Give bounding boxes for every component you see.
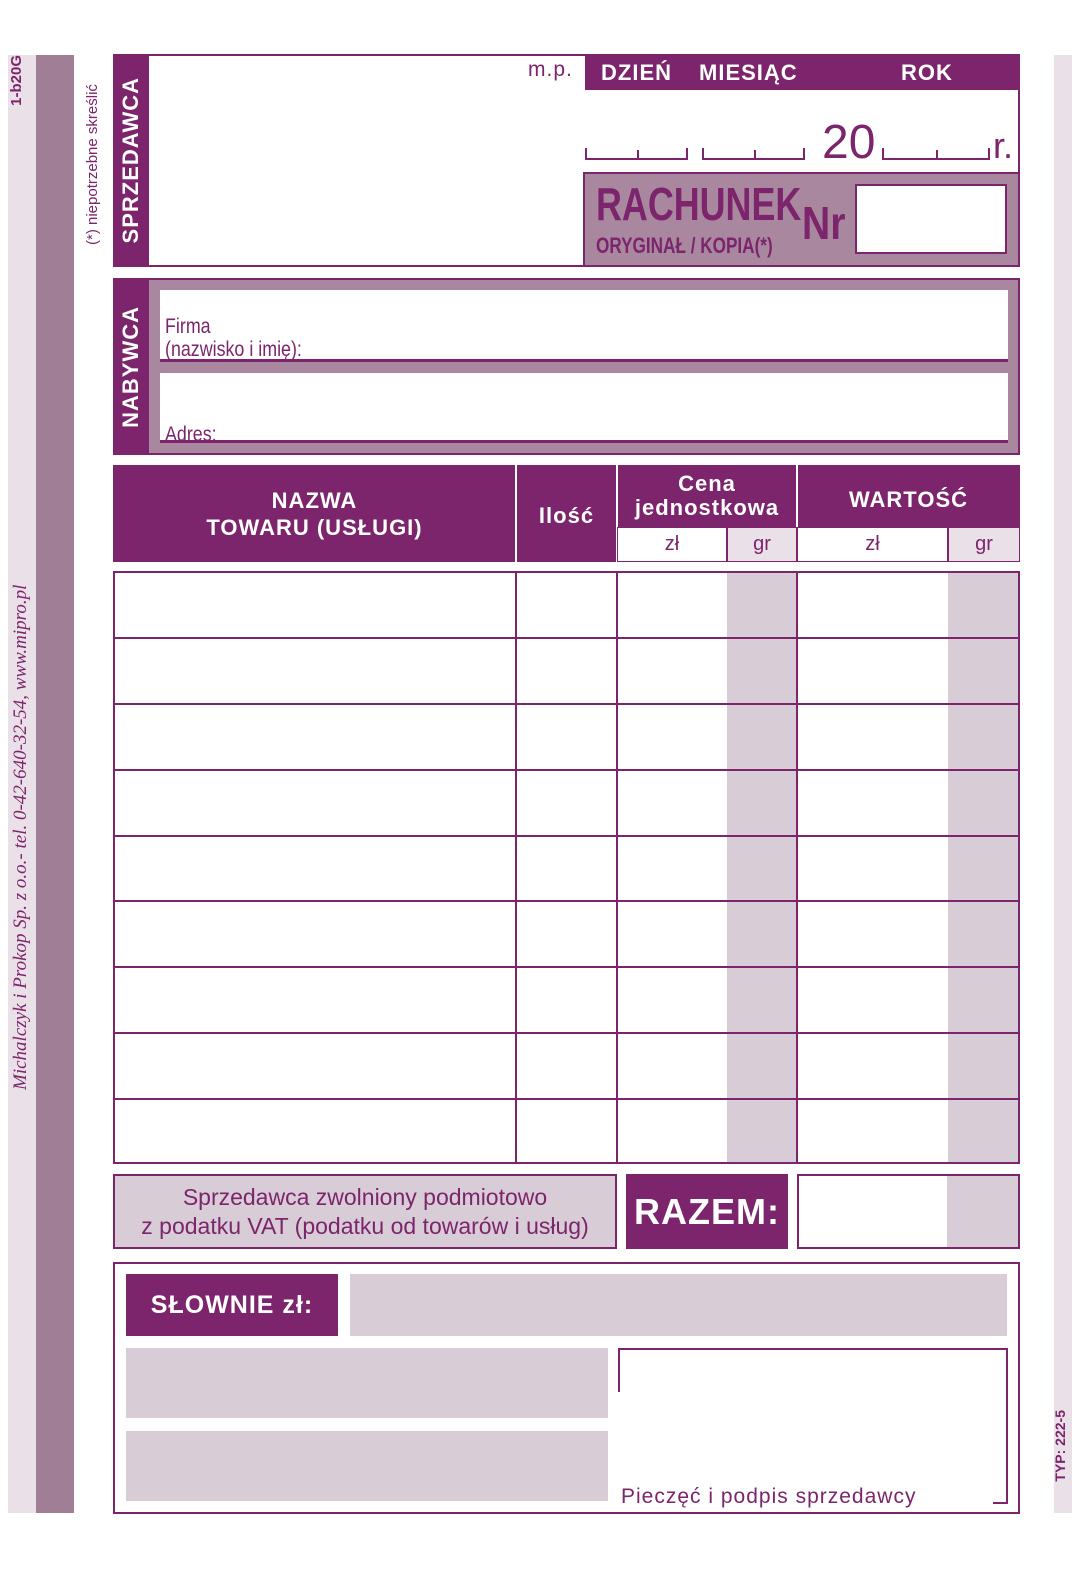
table-row[interactable] bbox=[115, 902, 515, 964]
table-row[interactable] bbox=[115, 639, 515, 701]
price-gr-subheader: gr bbox=[727, 527, 797, 562]
table-row[interactable] bbox=[115, 837, 515, 899]
vat-exempt-note bbox=[113, 1174, 617, 1249]
day-label: DZIEŃ bbox=[601, 60, 672, 85]
table-row[interactable] bbox=[115, 1034, 515, 1096]
table-row[interactable] bbox=[115, 771, 515, 833]
day-ticks bbox=[585, 148, 688, 160]
stamp-place-label: m.p. bbox=[528, 58, 573, 81]
value-gr-subheader: gr bbox=[948, 527, 1020, 562]
value-zl-subheader: zł bbox=[797, 527, 948, 562]
month-ticks bbox=[702, 148, 805, 160]
year-label: ROK bbox=[901, 60, 953, 85]
col-value-header: WARTOŚĆ bbox=[848, 487, 969, 512]
col-qty-header: Ilość bbox=[538, 503, 595, 528]
col-name-header bbox=[113, 487, 516, 541]
publisher-imprint: Michalczyk i Prokop Sp. z o.o.- tel. 0-42-640-32-54, www.mipro.pl bbox=[10, 584, 31, 1090]
amount-in-words-field-2[interactable] bbox=[126, 1348, 608, 1418]
year-suffix: r. bbox=[993, 125, 1014, 166]
signature-corner bbox=[618, 1348, 620, 1392]
signature-corner bbox=[993, 1502, 1008, 1504]
table-row[interactable] bbox=[115, 573, 515, 635]
buyer-company-field[interactable] bbox=[160, 290, 1008, 362]
column-divider bbox=[796, 571, 798, 1164]
buyer-label-box bbox=[113, 278, 149, 455]
buyer-label: NABYWCA bbox=[118, 305, 143, 428]
number-label: Nr bbox=[802, 197, 846, 249]
price-gr-column bbox=[727, 573, 797, 1162]
col-name-line-2: TOWARU (USŁUGI) bbox=[206, 515, 423, 540]
seller-label-box bbox=[113, 54, 149, 267]
buyer-address-field[interactable] bbox=[160, 373, 1008, 446]
col-price-header bbox=[617, 472, 797, 520]
document-subtitle: ORYGINAŁ / KOPIA(*) bbox=[596, 233, 773, 258]
words-label: SŁOWNIE zł: bbox=[126, 1274, 338, 1336]
total-label: RAZEM: bbox=[626, 1174, 788, 1249]
address-label: Adres: bbox=[165, 423, 217, 446]
left-binding-strip bbox=[36, 55, 74, 1513]
column-divider bbox=[616, 571, 618, 1164]
signature-label: Pieczęć i podpis sprzedawcy bbox=[621, 1485, 917, 1508]
date-header bbox=[585, 54, 1020, 90]
type-code: TYP: 222-5 bbox=[1052, 1410, 1068, 1482]
header-divider bbox=[515, 465, 517, 562]
company-label-2: (nazwisko i imię): bbox=[165, 338, 302, 361]
total-gr-field[interactable] bbox=[947, 1176, 1018, 1247]
right-margin-strip bbox=[1054, 55, 1072, 1513]
signature-field[interactable] bbox=[618, 1348, 1008, 1504]
seller-field[interactable] bbox=[149, 54, 585, 267]
company-label-1: Firma bbox=[165, 315, 211, 338]
column-divider bbox=[515, 571, 517, 1164]
strike-note: (*) niepotrzebne skreślić bbox=[84, 84, 101, 245]
col-price-line-1: Cena bbox=[678, 471, 736, 496]
vat-exempt-line-1: Sprzedawca zwolniony podmiotowo bbox=[182, 1184, 548, 1210]
col-name-line-1: NAZWA bbox=[271, 488, 358, 513]
table-row[interactable] bbox=[115, 1100, 515, 1162]
number-field[interactable] bbox=[855, 184, 1007, 254]
year-ticks bbox=[882, 148, 990, 160]
seller-label: SPRZEDAWCA bbox=[118, 77, 143, 244]
table-row[interactable] bbox=[115, 705, 515, 767]
price-zl-subheader: zł bbox=[617, 527, 727, 562]
col-price-line-2: jednostkowa bbox=[634, 495, 780, 520]
document-title: RACHUNEK bbox=[596, 178, 802, 230]
month-label: MIESIĄC bbox=[699, 60, 798, 85]
year-prefix: 20 bbox=[822, 116, 876, 169]
form-code: 1-b20G bbox=[8, 55, 25, 106]
amount-in-words-field[interactable] bbox=[350, 1274, 1007, 1336]
amount-in-words-field-3[interactable] bbox=[126, 1431, 608, 1501]
vat-exempt-line-2: z podatku VAT (podatku od towarów i usług) bbox=[141, 1213, 589, 1239]
value-gr-column bbox=[948, 573, 1018, 1162]
table-row[interactable] bbox=[115, 968, 515, 1030]
